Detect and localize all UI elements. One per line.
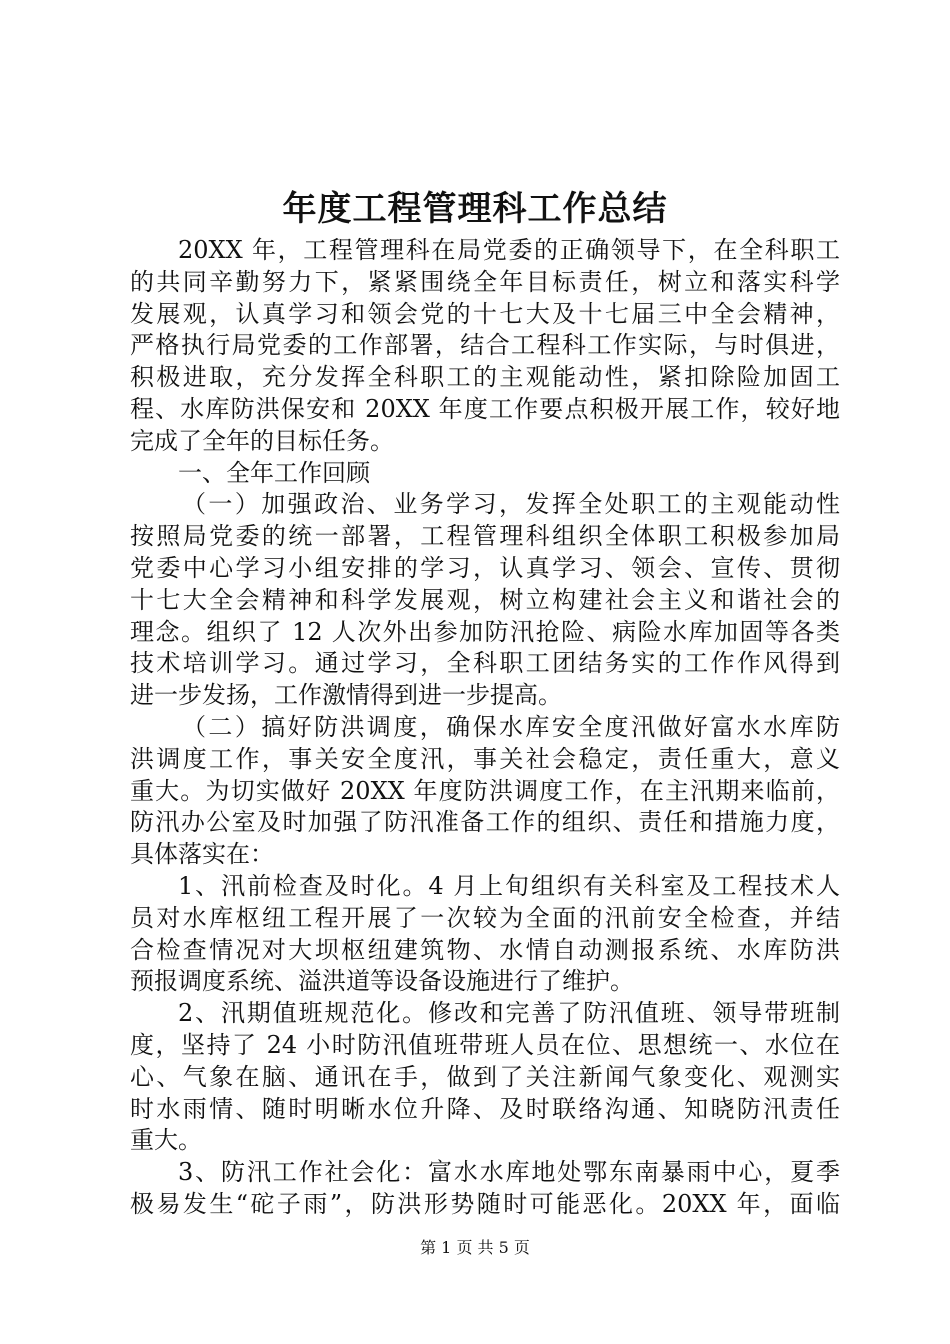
subsection-heading: （二）搞好防洪调度，确保水库安全度汛做好富水水库防 [182,712,840,741]
paragraph-line: 度，坚持了 24 小时防汛值班带班人员在位、思想统一、水位在 [130,1030,840,1059]
paragraph-line: 发展观，认真学习和领会党的十七大及十七届三中全会精神， [130,299,840,328]
paragraph-line: 1、汛前检查及时化。4 月上旬组织有关科室及工程技术人 [178,871,840,900]
paragraph-line: 具体落实在： [130,840,274,869]
paragraph-line: 重大。 [130,1126,202,1155]
paragraph-line: 合检查情况对大坝枢纽建筑物、水情自动测报系统、水库防洪 [130,935,840,964]
paragraph-line: 重大。为切实做好 20XX 年度防洪调度工作，在主汛期来临前， [130,776,840,805]
paragraph-line: 心、气象在脑、通讯在手，做到了关注新闻气象变化、观测实 [130,1062,840,1091]
paragraph-line: 2、汛期值班规范化。修改和完善了防汛值班、领导带班制 [178,999,840,1028]
section-heading: 一、全年工作回顾 [178,458,370,487]
paragraph-line: 严格执行局党委的工作部署，结合工程科工作实际，与时俱进， [130,331,840,360]
paragraph-line: 20XX 年，工程管理科在局党委的正确领导下，在全科职工 [178,236,840,264]
paragraph-line: 的共同辛勤努力下，紧紧围绕全年目标责任，树立和落实科学 [130,267,840,296]
paragraph-line: 党委中心学习小组安排的学习，认真学习、领会、宣传、贯彻 [130,553,840,582]
document-body [130,235,840,1221]
paragraph-line: 程、水库防洪保安和 20XX 年度工作要点积极开展工作，较好地 [130,394,840,423]
paragraph-line: 3、防汛工作社会化：富水水库地处鄂东南暴雨中心，夏季 [178,1158,840,1187]
paragraph-line: 时水雨情、随时明晰水位升降、及时联络沟通、知晓防汛责任 [130,1094,840,1123]
paragraph-line: 预报调度系统、溢洪道等设备设施进行了维护。 [130,967,634,996]
paragraph-line: 积极进取，充分发挥全科职工的主观能动性，紧扣除险加固工 [130,363,840,392]
paragraph-line: 完成了全年的目标任务。 [130,426,394,455]
paragraph-line: 防汛办公室及时加强了防汛准备工作的组织、责任和措施力度， [130,808,840,837]
paragraph-line: 按照局党委的统一部署，工程管理科组织全体职工积极参加局 [130,522,840,551]
paragraph-line: 进一步发扬，工作激情得到进一步提高。 [130,681,562,710]
paragraph-line: 极易发生“砣子雨”，防洪形势随时可能恶化。20XX 年，面临 [130,1189,840,1218]
paragraph-line: 十七大全会精神和科学发展观，树立构建社会主义和谐社会的 [130,585,840,614]
paragraph-line: 洪调度工作，事关安全度汛，事关社会稳定，责任重大，意义 [130,744,840,773]
subsection-heading: （一）加强政治、业务学习，发挥全处职工的主观能动性 [182,490,840,519]
paragraph-line: 技术培训学习。通过学习，全科职工团结务实的工作作风得到 [130,649,840,678]
paragraph-line: 员对水库枢纽工程开展了一次较为全面的汛前安全检查，并结 [130,903,840,932]
page-footer: 第 1 页 共 5 页 [420,1238,530,1257]
document-title: 年度工程管理科工作总结 [282,189,668,229]
paragraph-line: 理念。组织了 12 人次外出参加防汛抢险、病险水库加固等各类 [130,617,840,646]
